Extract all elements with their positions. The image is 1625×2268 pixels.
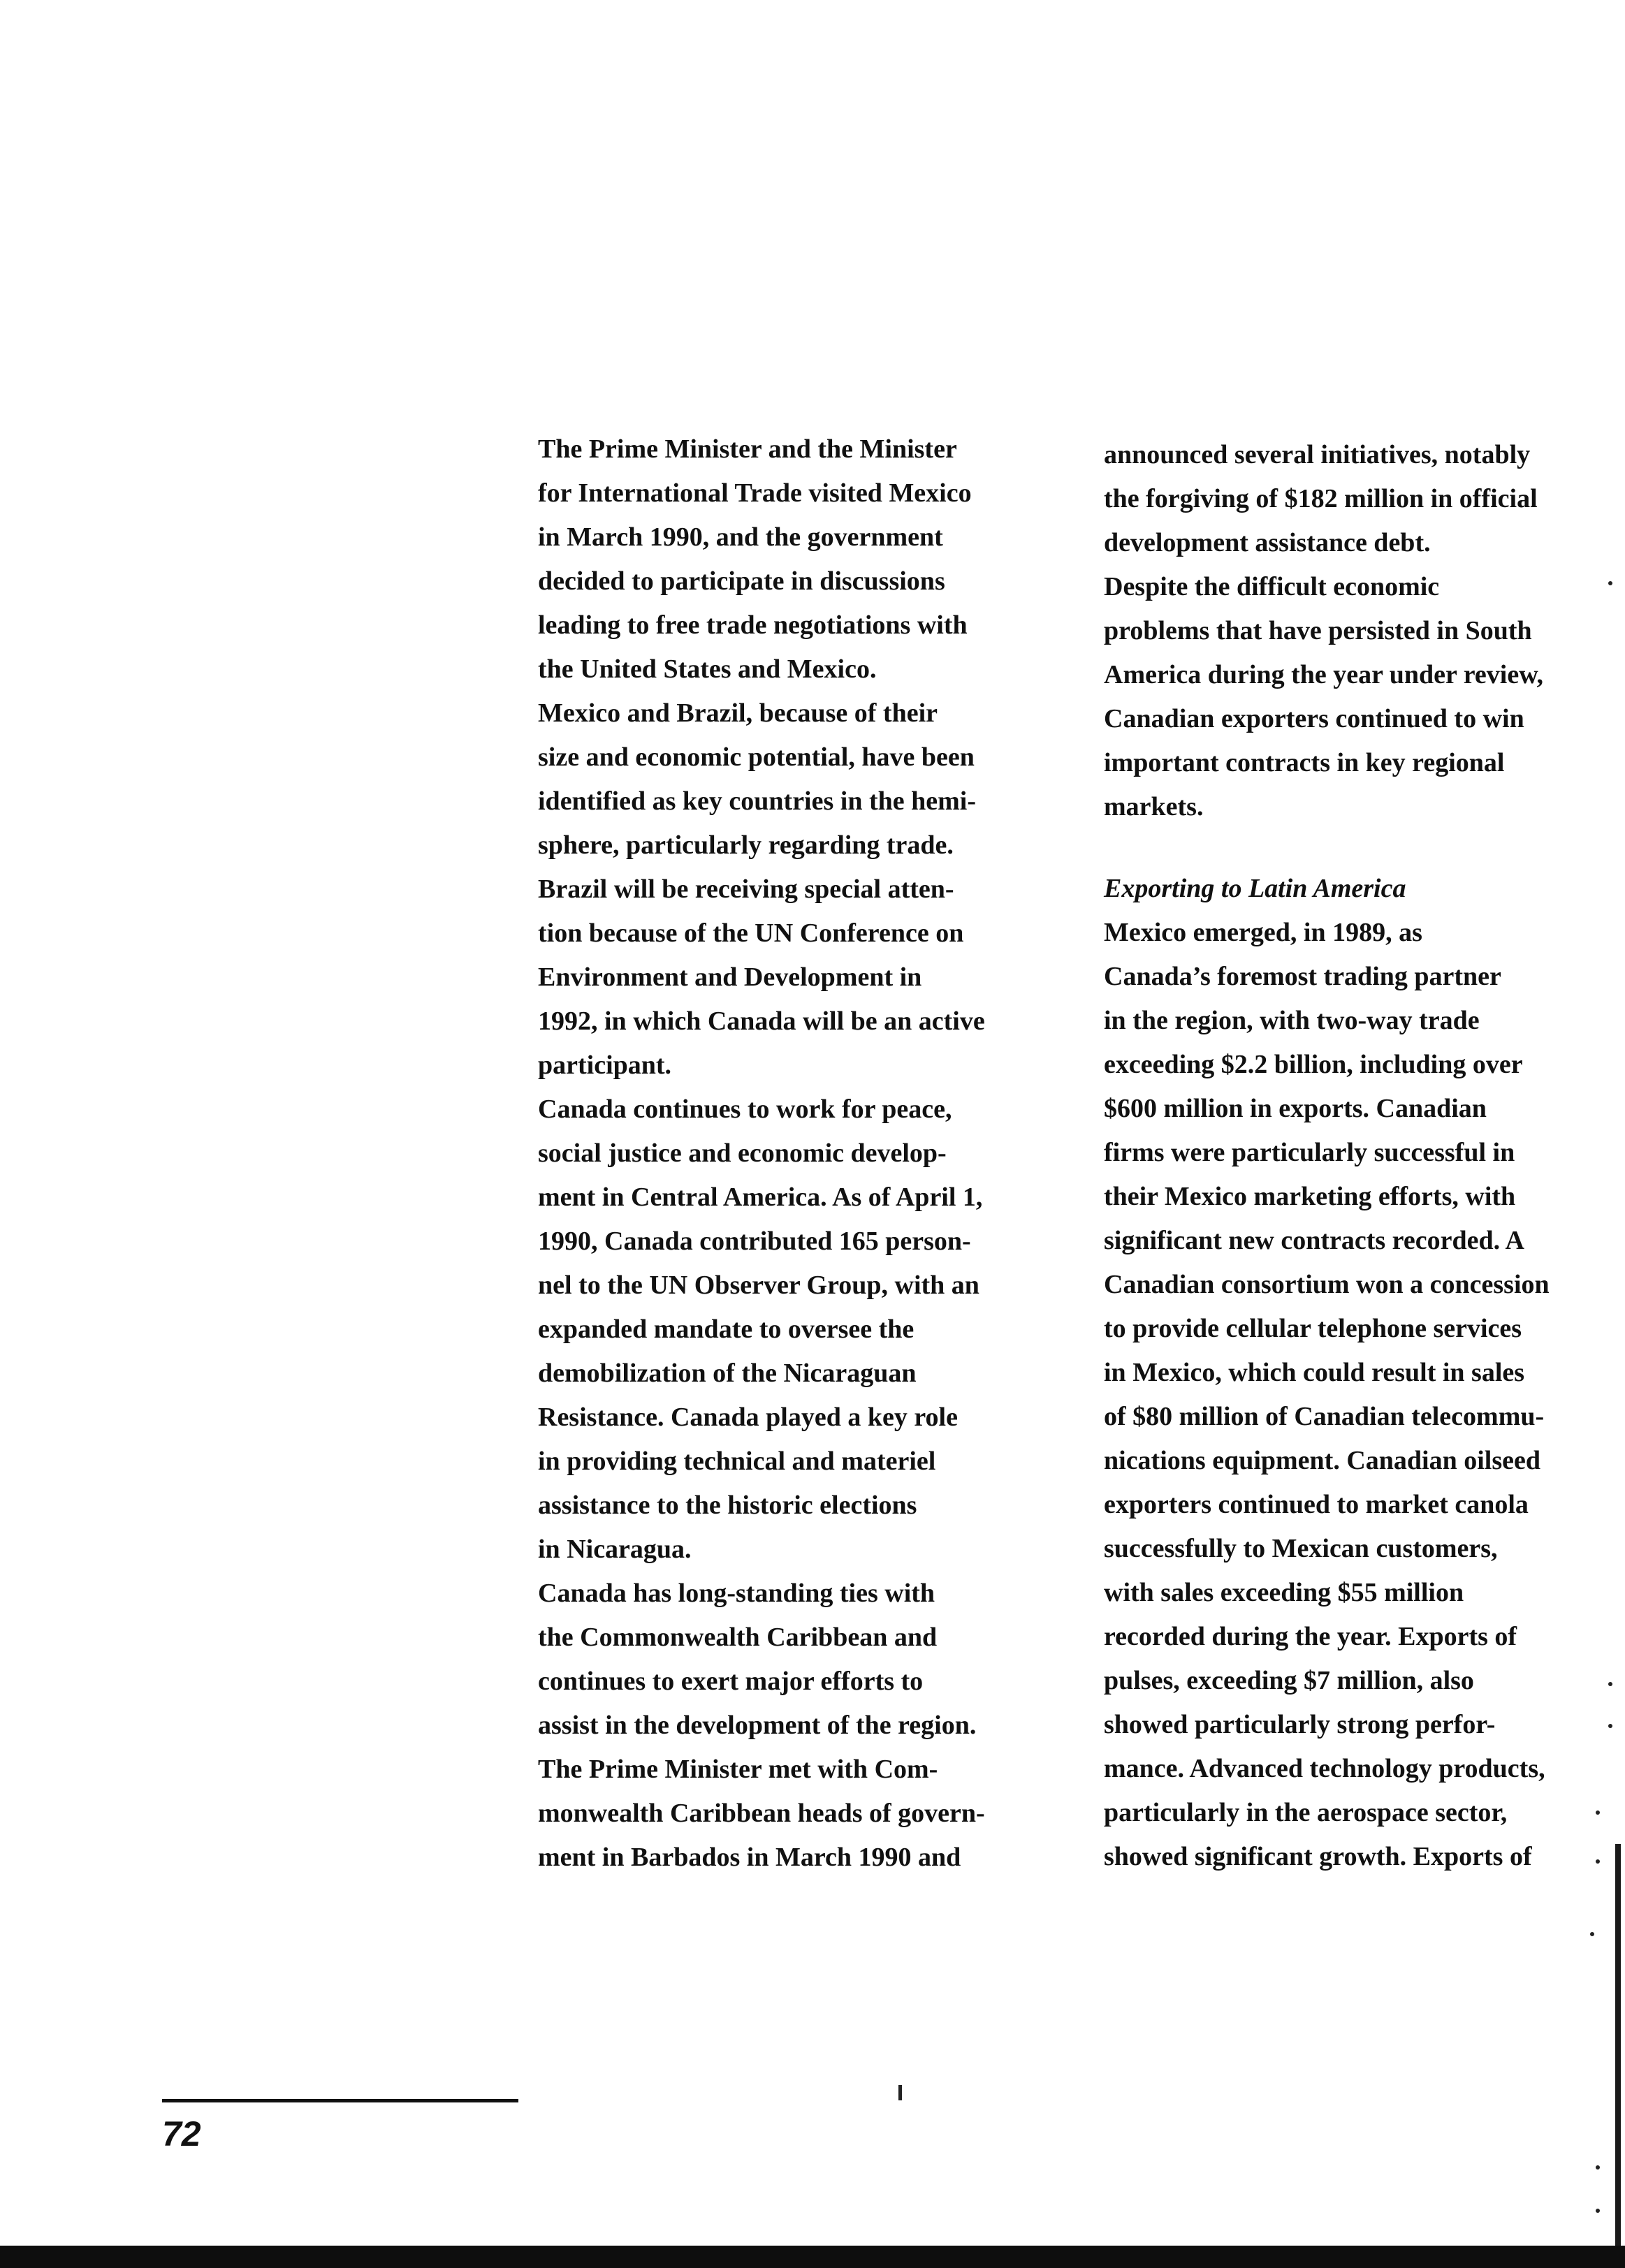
page-number: 72 [162, 2114, 201, 2153]
paragraph: announced several initiatives, notably the forgiving of $182 million in official development assistance debt. [1104, 440, 1538, 557]
paragraph: Mexico emerged, in 1989, as Canada’s foremost trading partner in the region, with two-way trade exceeding $2.2 billion, including over $600 million in exports. Canadian firms were particularly successful in their Mexico marketing efforts, with significant new contracts recorded. A Canadian consortium won a concession to provide cellular telephone services in Mexico, which could result in sales of $80 million of Canadian telecommu- nications equipment. Canadian oilseed exporters continued to market canola successfully to Mexican customers, with sales exceeding $55 million recorded during the year. Exports of pulses, exceeding $7 million, also showed particularly strong perfor- mance. Advanced technology products, particularly in the aerospace sector, showed significant growth. Exports of [1104, 918, 1550, 1871]
paragraph: The Prime Minister and the Minister for International Trade visited Mexico in March 1990, and the government decided to participate in discussions leading to free trade negotiations with the United States and Mexico. [538, 434, 972, 684]
left-column [538, 427, 1041, 1880]
scan-speck [1596, 2209, 1600, 2213]
scan-speck [1596, 2165, 1600, 2170]
scan-mark [898, 2085, 902, 2100]
paragraph: Canada has long-standing ties with the Commonwealth Caribbean and continues to exert major efforts to assist in the development of the region. The Prime Minister met with Com- monwealth Caribbean heads of govern- ment in Barbados in March 1990 and [538, 1579, 985, 1872]
scan-speck [1596, 1810, 1600, 1815]
scan-speck [1608, 1682, 1612, 1686]
scan-speck [1596, 1859, 1600, 1864]
scan-edge-bar [1615, 1844, 1621, 2256]
scan-speck [1590, 1932, 1594, 1936]
right-column [1104, 433, 1607, 1879]
scan-speck [1608, 1724, 1612, 1728]
scan-bottom-band [0, 2246, 1625, 2268]
paragraph: Despite the difficult economic problems that have persisted in South America during the year under review, Canadian exporters continued to win important contracts in key regional markets. [1104, 572, 1544, 821]
paragraph: Canada continues to work for peace, social justice and economic develop- ment in Central America. As of April 1, 1990, Canada contributed 165 person- nel to the UN Observer Group, with an expanded mandate to oversee the demobilization of the Nicaraguan Resistance. Canada played a key role in providing technical and materiel assistance to the historic elections in Nicaragua. [538, 1095, 983, 1564]
paragraph: Mexico and Brazil, because of their size and economic potential, have been identified as key countries in the hemi- sphere, particularly regarding trade. Brazil will be receiving special atten- tion because of the UN Conference on Environment and Development in 1992, in which Canada will be an active participant. [538, 698, 985, 1080]
section-heading: Exporting to Latin America [1104, 874, 1406, 903]
scan-speck [1608, 581, 1612, 585]
footer-rule [162, 2099, 518, 2102]
